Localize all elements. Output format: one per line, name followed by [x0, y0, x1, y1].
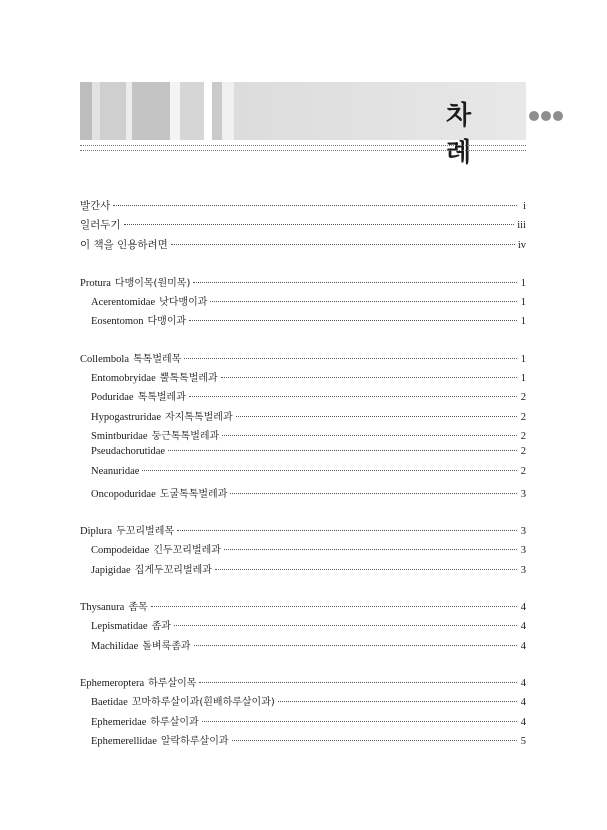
latin-name: Neanuridae — [91, 465, 140, 477]
korean-name: 하루살이목 — [148, 677, 197, 689]
dot-leader — [278, 701, 517, 702]
dot-leader — [142, 470, 517, 471]
korean-name: 톡톡벌레과 — [137, 392, 186, 404]
divider-bottom — [80, 150, 526, 151]
dot-icon — [553, 111, 563, 121]
divider-top — [80, 145, 526, 146]
dot-leader — [199, 682, 517, 683]
toc-row[interactable] — [80, 217, 526, 236]
toc-label — [91, 388, 186, 403]
toc-label — [91, 693, 275, 708]
latin-name: Protura — [80, 277, 111, 289]
korean-name: 집게두꼬리벌레과 — [134, 564, 212, 576]
dot-leader — [230, 493, 517, 494]
korean-name: 좀과 — [151, 621, 171, 633]
toc-label: 발간사 — [80, 200, 111, 212]
latin-name: Oncopoduridae — [91, 488, 156, 500]
toc-row-family[interactable] — [80, 693, 526, 712]
toc-page: 3 — [520, 526, 526, 538]
toc-page: 2 — [520, 465, 526, 477]
latin-name: Ephemerellidae — [91, 735, 157, 747]
toc-row-family[interactable] — [80, 732, 526, 751]
latin-name: Eosentomon — [91, 316, 144, 328]
toc-row-family[interactable] — [80, 408, 526, 427]
toc-label — [80, 598, 148, 613]
toc-page: 3 — [520, 545, 526, 557]
korean-name: 알락하루살이과 — [160, 735, 229, 747]
toc-page: 1 — [520, 277, 526, 289]
toc-row-family[interactable] — [80, 637, 526, 656]
dot-leader — [202, 721, 517, 722]
toc-row-family[interactable] — [80, 388, 526, 407]
dot-leader — [221, 377, 517, 378]
korean-name: 자지톡톡벌레과 — [164, 411, 233, 423]
toc-label — [91, 713, 199, 728]
dot-leader — [189, 320, 517, 321]
toc-page: 1 — [520, 353, 526, 365]
toc-page: 2 — [520, 411, 526, 423]
toc-page: 2 — [520, 430, 526, 442]
dot-leader — [222, 435, 517, 436]
toc-row-order[interactable] — [80, 674, 526, 693]
latin-name: Acerentomidae — [91, 297, 156, 309]
toc-row-family[interactable] — [80, 713, 526, 732]
dot-leader — [184, 358, 517, 359]
dot-leader — [224, 549, 517, 550]
toc-row[interactable] — [80, 198, 526, 217]
toc-page: 4 — [520, 697, 526, 709]
latin-name: Smintburidae — [91, 430, 148, 442]
korean-name: 둥근톡톡벌레과 — [151, 430, 220, 442]
latin-name: Machilidae — [91, 640, 139, 652]
title-banner — [80, 82, 526, 168]
toc-page: 1 — [520, 316, 526, 328]
toc-page: 4 — [520, 677, 526, 689]
toc-page: 3 — [520, 488, 526, 500]
toc-label — [91, 541, 221, 556]
toc-row-family[interactable] — [80, 617, 526, 636]
toc-row[interactable] — [80, 237, 526, 256]
korean-name: 꼬마하루살이과(흰배하루살이과) — [131, 697, 275, 709]
toc-label — [91, 446, 165, 457]
korean-name: 다맹이목(원미목) — [114, 277, 191, 289]
toc-row-family[interactable] — [80, 561, 526, 580]
toc-row-family[interactable] — [80, 466, 526, 485]
toc-page: 2 — [520, 392, 526, 404]
toc-label: 이 책을 인용하려면 — [80, 238, 168, 251]
dot-leader — [177, 530, 517, 531]
dot-leader — [113, 205, 517, 206]
toc-row-family[interactable] — [80, 427, 526, 446]
toc-label — [91, 732, 229, 747]
korean-name: 다맹이과 — [147, 316, 187, 328]
toc-page: 4 — [520, 716, 526, 728]
toc-label — [91, 312, 186, 327]
latin-name: Pseudachorutidae — [91, 446, 166, 458]
decorative-dots-icon — [529, 111, 563, 121]
toc-row-family[interactable] — [80, 369, 526, 388]
toc-row-order[interactable] — [80, 598, 526, 617]
latin-name: Hypogastruridae — [91, 411, 161, 423]
toc-page: 4 — [520, 602, 526, 614]
toc-label — [80, 350, 181, 365]
toc-label — [91, 427, 219, 442]
toc-label — [91, 369, 218, 384]
toc-page: 2 — [520, 446, 526, 458]
toc-page: 4 — [520, 640, 526, 652]
korean-name: 하루살이과 — [150, 716, 199, 728]
dot-leader — [151, 606, 517, 607]
toc-page: i — [523, 201, 526, 212]
toc-page: 1 — [520, 373, 526, 385]
toc-label — [80, 522, 174, 537]
dot-leader — [210, 301, 517, 302]
korean-name: 톡톡벌레목 — [133, 353, 182, 365]
dot-leader — [189, 396, 517, 397]
latin-name: Compodeidae — [91, 545, 150, 557]
toc-label — [80, 674, 196, 689]
korean-name: 낫다맹이과 — [159, 297, 208, 309]
latin-name: Lepismatidae — [91, 621, 148, 633]
toc-page: 4 — [520, 621, 526, 633]
dot-leader — [232, 740, 517, 741]
toc-page: 5 — [520, 735, 526, 747]
toc-row-family[interactable] — [80, 312, 526, 331]
dot-icon — [541, 111, 551, 121]
toc-page: iii — [517, 220, 526, 232]
dot-leader — [215, 569, 517, 570]
latin-name: Collembola — [80, 353, 129, 365]
dot-leader — [124, 224, 515, 225]
toc-page: 3 — [520, 564, 526, 576]
korean-name: 긴두꼬리벌레과 — [153, 545, 221, 557]
toc-label — [91, 408, 233, 423]
toc-row-order[interactable] — [80, 522, 526, 541]
page-title: 차 례 — [446, 101, 482, 168]
latin-name: Entomobryidae — [91, 373, 156, 385]
korean-name: 돌벼룩좀과 — [142, 640, 191, 652]
toc-page: 1 — [520, 297, 526, 309]
dot-leader — [168, 450, 517, 451]
toc-row-family[interactable] — [80, 293, 526, 312]
korean-name: 좀목 — [128, 602, 148, 614]
toc-row-order[interactable] — [80, 350, 526, 369]
toc-row-family[interactable] — [80, 541, 526, 560]
toc-row-order[interactable] — [80, 274, 526, 293]
korean-name: 뿔톡톡벌레과 — [159, 373, 218, 385]
table-of-contents — [80, 198, 526, 751]
dot-icon — [529, 111, 539, 121]
latin-name: Diplura — [80, 526, 113, 538]
toc-row-family[interactable] — [80, 485, 526, 504]
toc-page: iv — [517, 239, 526, 251]
korean-name: 두꼬리벌레목 — [116, 526, 175, 538]
latin-name: Baetidae — [91, 697, 128, 709]
dot-leader — [171, 244, 515, 245]
toc-label — [91, 617, 171, 632]
toc-label: 일러두기 — [80, 219, 121, 232]
dot-leader — [174, 625, 517, 626]
latin-name: Thysanura — [80, 602, 125, 614]
toc-label — [91, 466, 139, 477]
latin-name: Ephemeroptera — [80, 677, 145, 689]
dot-leader — [236, 416, 517, 417]
toc-label — [91, 293, 207, 308]
toc-label — [91, 485, 227, 500]
toc-label — [91, 637, 191, 652]
dot-leader — [194, 645, 517, 646]
latin-name: Ephemeridae — [91, 716, 147, 728]
toc-label — [80, 274, 190, 289]
toc-label — [91, 561, 212, 576]
latin-name: Japigidae — [91, 564, 131, 576]
korean-name: 도굴톡톡벌레과 — [159, 488, 228, 500]
latin-name: Poduridae — [91, 392, 134, 404]
dot-leader — [193, 282, 517, 283]
toc-row-family[interactable] — [80, 446, 526, 465]
